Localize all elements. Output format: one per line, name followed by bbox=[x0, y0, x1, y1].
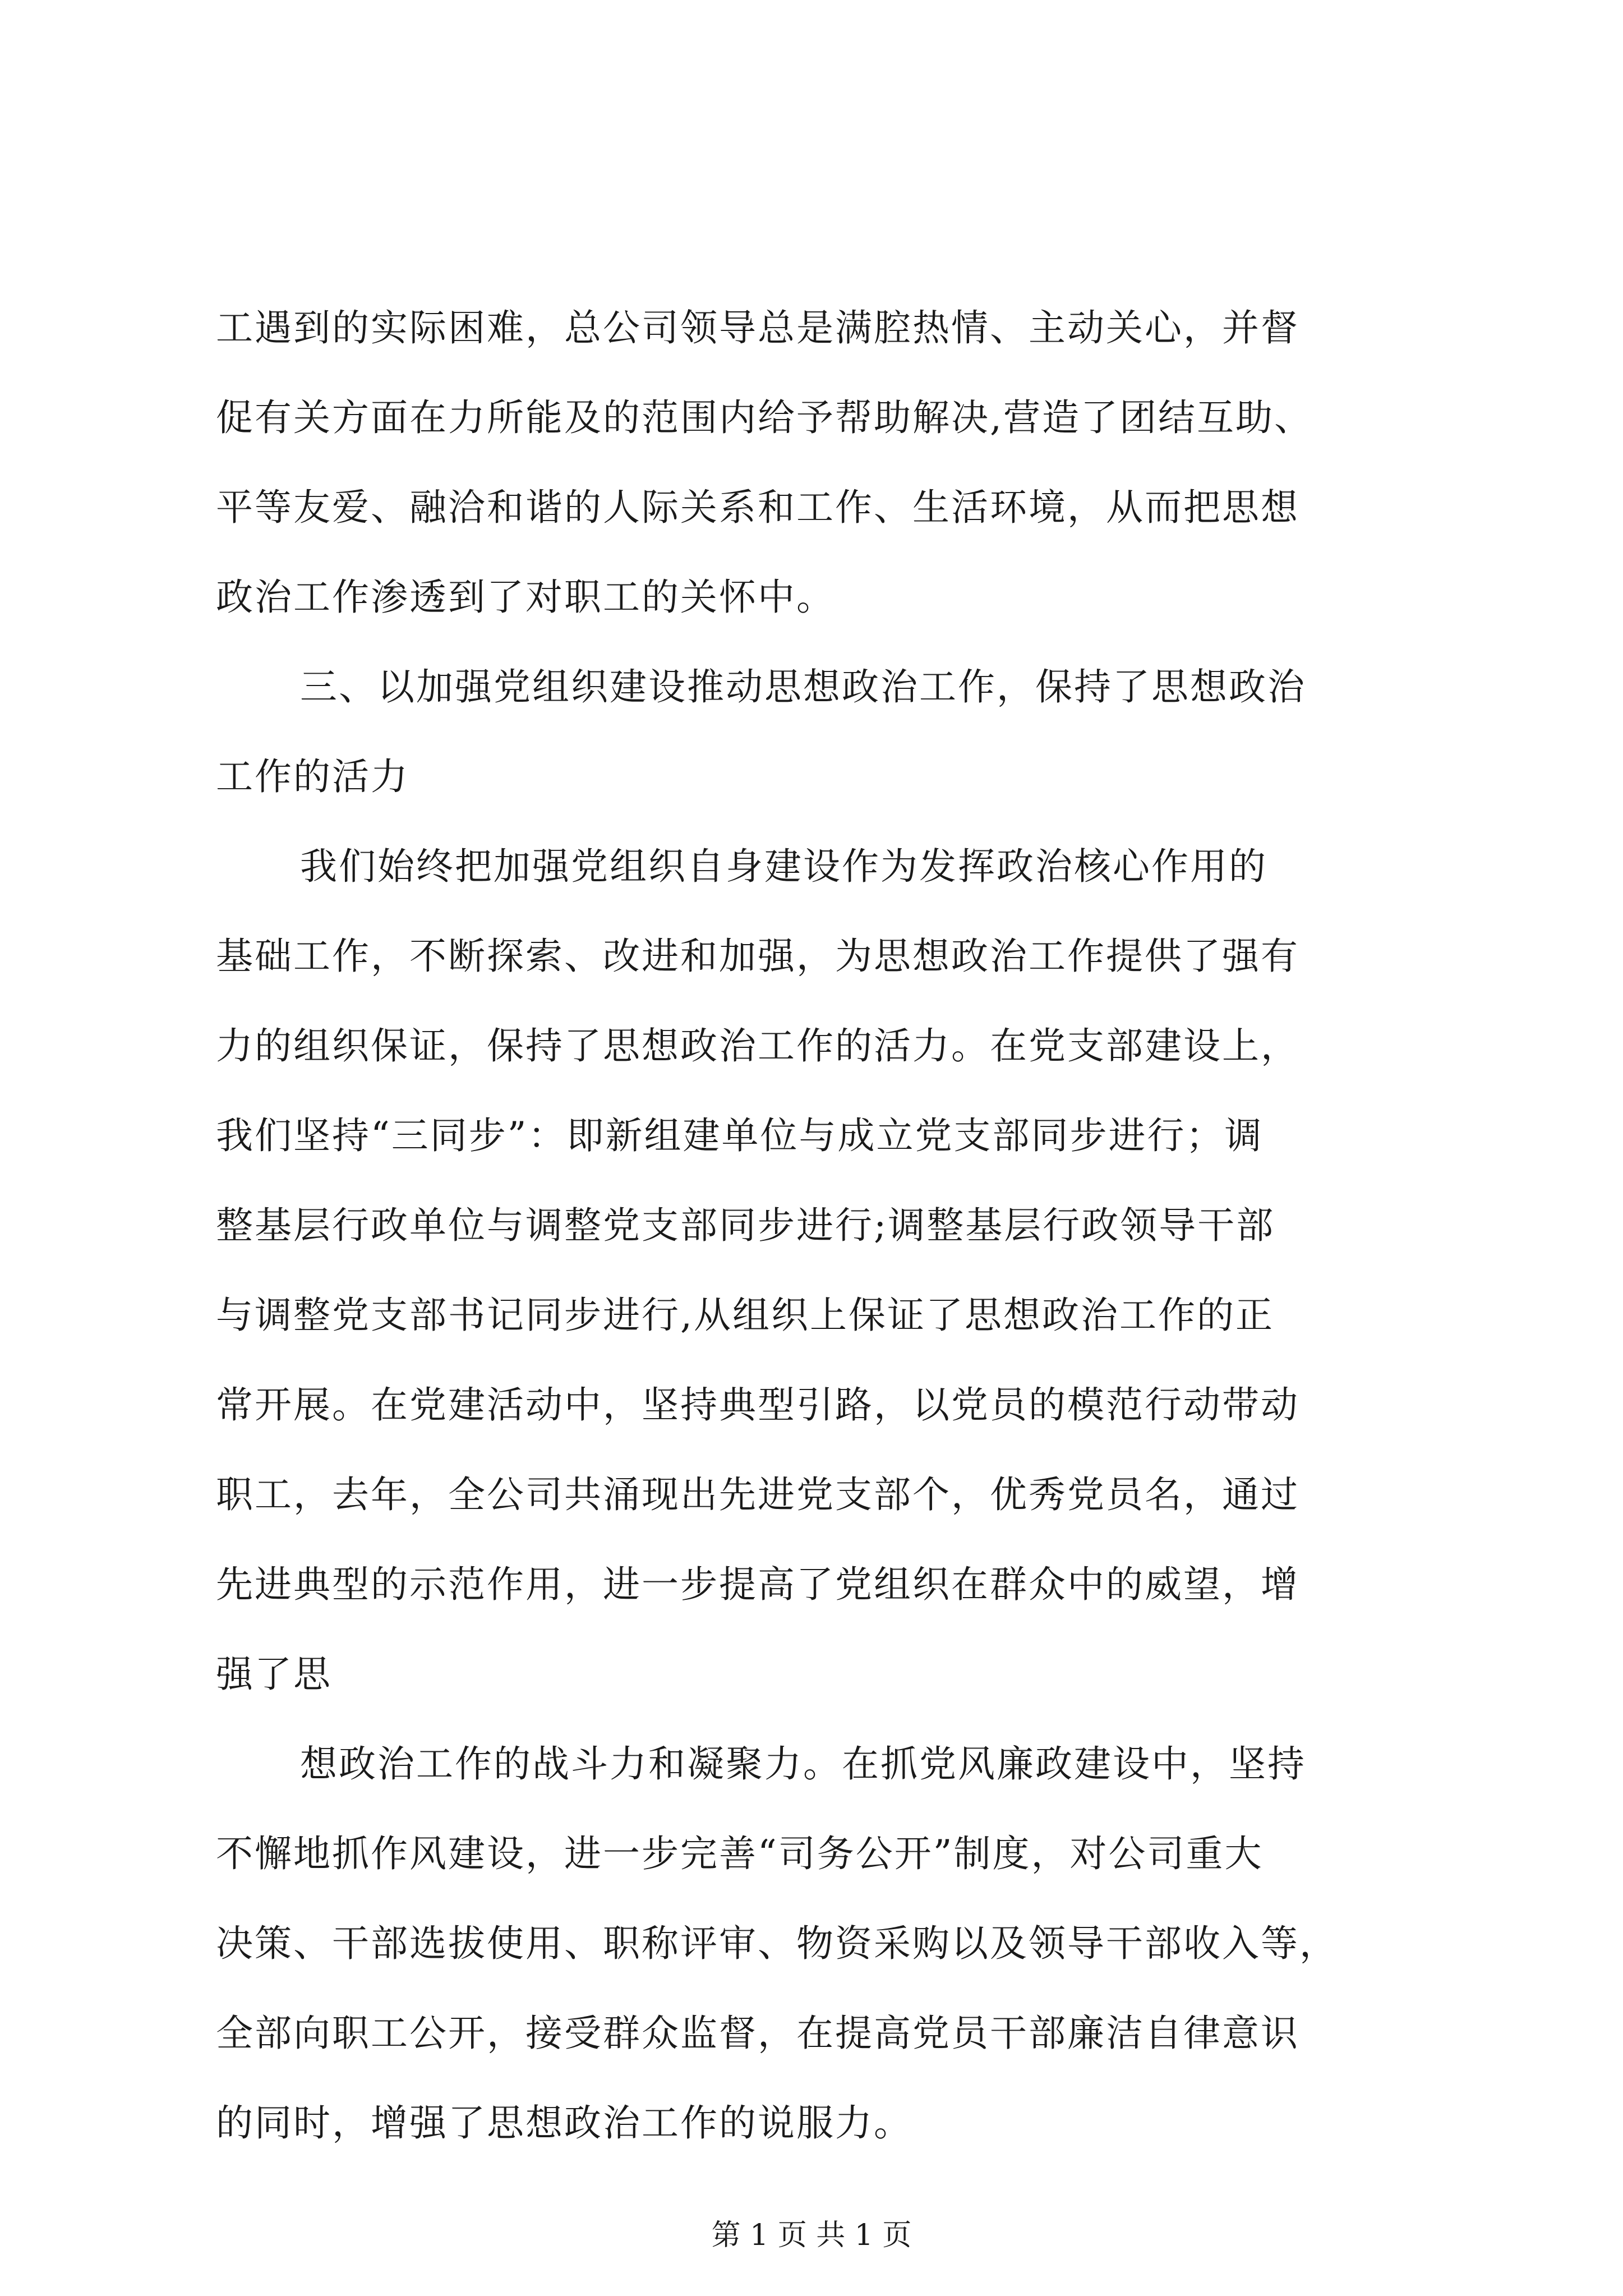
text-line: 强了思 bbox=[216, 1653, 332, 1696]
text-line: 工遇到的实际困难，总公司领导总是满腔热情、主动关心，并督 bbox=[216, 306, 1299, 349]
text-line: 与调整党支部书记同步进行,从组织上保证了思想政治工作的正 bbox=[216, 1294, 1274, 1337]
page-footer: 第 1 页 共 1 页 bbox=[711, 2219, 912, 2252]
text-line: 常开展。在党建活动中，坚持典型引路，以党员的模范行动带动 bbox=[216, 1383, 1299, 1427]
text-line: 我们始终把加强党组织自身建设作为发挥政治核心作用的 bbox=[300, 845, 1267, 888]
text-line: 想政治工作的战斗力和凝聚力。在抓党风廉政建设中，坚持 bbox=[300, 1742, 1306, 1786]
text-line: 全部向职工公开，接受群众监督，在提高党员干部廉洁自律意识 bbox=[216, 2012, 1299, 2055]
text-line: 先进典型的示范作用，进一步提高了党组织在群众中的威望，增 bbox=[216, 1563, 1299, 1606]
text-line: 政治工作渗透到了对职工的关怀中。 bbox=[216, 576, 835, 619]
text-line: 决策、干部选拔使用、职称评审、物资采购以及领导干部收入等， bbox=[216, 1922, 1338, 1965]
section-heading-line: 工作的活力 bbox=[216, 755, 409, 798]
text-line: 职工，去年，全公司共涌现出先进党支部个，优秀党员名，通过 bbox=[216, 1473, 1299, 1516]
text-line: 平等友爱、融洽和谐的人际关系和工作、生活环境，从而把思想 bbox=[216, 486, 1299, 529]
text-line: 我们坚持“三同步”：即新组建单位与成立党支部同步进行；调 bbox=[216, 1114, 1264, 1157]
text-line: 力的组织保证，保持了思想政治工作的活力。在党支部建设上， bbox=[216, 1024, 1299, 1068]
text-line: 促有关方面在力所能及的范围内给予帮助解决,营造了团结互助、 bbox=[216, 396, 1313, 439]
text-line: 基础工作，不断探索、改进和加强，为思想政治工作提供了强有 bbox=[216, 935, 1299, 978]
text-line: 整基层行政单位与调整党支部同步进行;调整基层行政领导干部 bbox=[216, 1204, 1275, 1247]
section-heading-line: 三、以加强党组织建设推动思想政治工作，保持了思想政治 bbox=[300, 665, 1306, 708]
text-line: 的同时，增强了思想政治工作的说服力。 bbox=[216, 2101, 912, 2145]
text-line: 不懈地抓作风建设，进一步完善“司务公开”制度，对公司重大 bbox=[216, 1832, 1264, 1875]
